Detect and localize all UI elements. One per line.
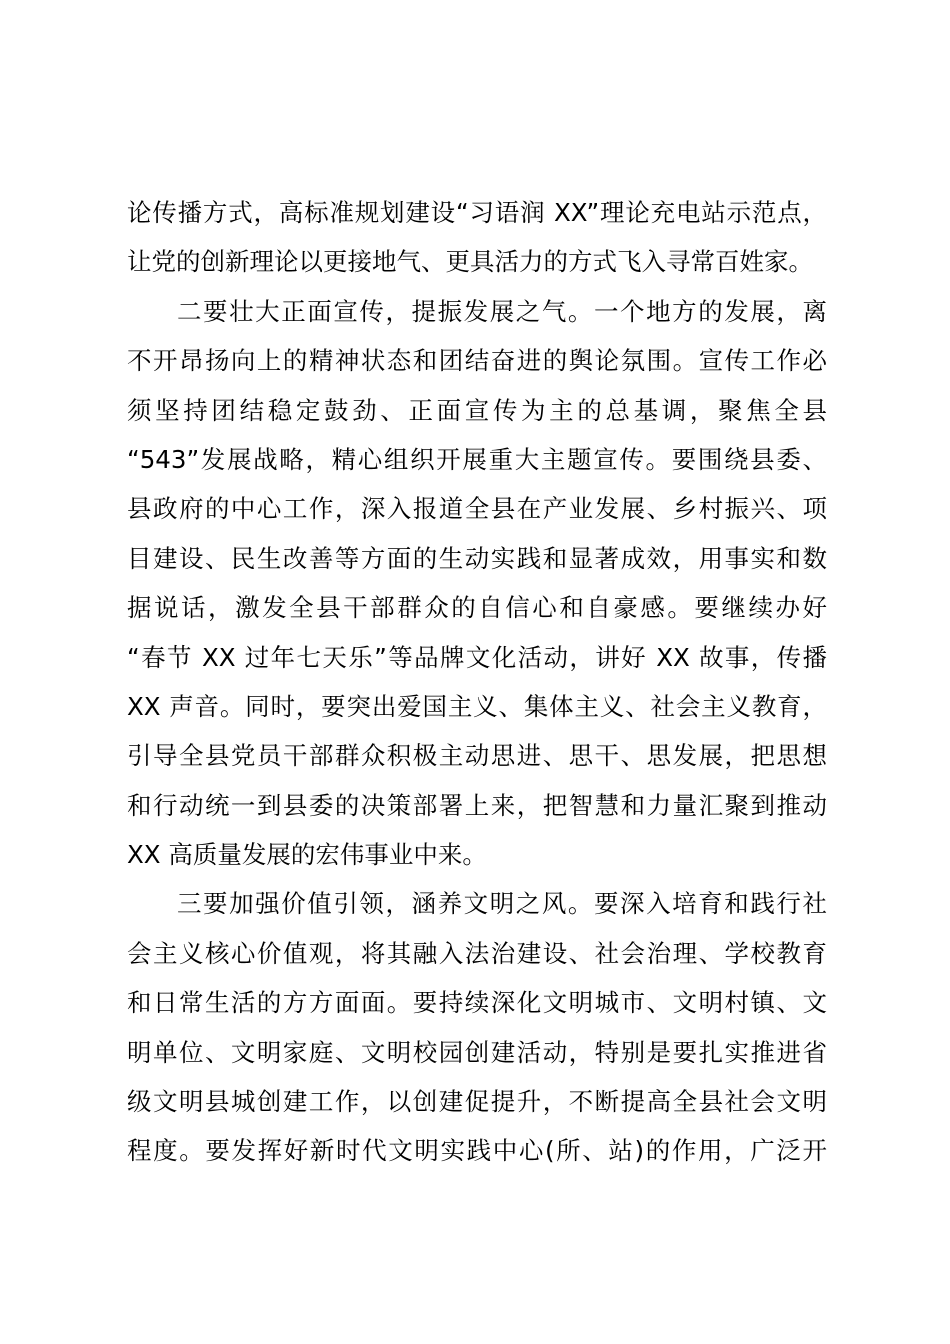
paragraph-3 bbox=[127, 879, 827, 1175]
text-line: 论传播方式，高标准规划建设“习语润 XX”理论充电站示范点， bbox=[127, 198, 827, 227]
text-line: 二要壮大正面宣传，提振发展之气。一个地方的发展，离 bbox=[177, 296, 827, 326]
paragraph-1 bbox=[127, 188, 827, 287]
text-line: 会主义核心价值观，将其融入法治建设、社会治理、学校教育 bbox=[127, 938, 827, 968]
text-line: 引导全县党员干部群众积极主动思进、思干、思发展，把思想 bbox=[127, 741, 827, 771]
text-line: 和行动统一到县委的决策部署上来，把智慧和力量汇聚到推动 bbox=[127, 790, 827, 820]
document-body bbox=[127, 188, 827, 1176]
text-line: 程度。要发挥好新时代文明实践中心(所、站)的作用，广泛开 bbox=[127, 1136, 827, 1166]
text-line: “543”发展战略，精心组织开展重大主题宣传。要围绕县委、 bbox=[127, 444, 827, 474]
text-line: 目建设、民生改善等方面的生动实践和显著成效，用事实和数 bbox=[127, 543, 827, 573]
text-line: “春节 XX 过年七天乐”等品牌文化活动，讲好 XX 故事，传播 bbox=[127, 642, 827, 672]
text-line: 县政府的中心工作，深入报道全县在产业发展、乡村振兴、项 bbox=[127, 494, 827, 524]
text-line: 和日常生活的方方面面。要持续深化文明城市、文明村镇、文 bbox=[127, 988, 827, 1018]
text-line: 级文明县城创建工作，以创建促提升，不断提高全县社会文明 bbox=[127, 1087, 827, 1117]
text-line: 据说话，激发全县干部群众的自信心和自豪感。要继续办好 bbox=[127, 593, 827, 623]
text-line: 须坚持团结稳定鼓劲、正面宣传为主的总基调，聚焦全县 bbox=[127, 395, 827, 425]
text-line: 三要加强价值引领，涵养文明之风。要深入培育和践行社 bbox=[177, 889, 827, 919]
text-line: XX 声音。同时，要突出爱国主义、集体主义、社会主义教育， bbox=[127, 691, 827, 721]
text-line: 明单位、文明家庭、文明校园创建活动，特别是要扎实推进省 bbox=[127, 1037, 827, 1067]
text-line: XX 高质量发展的宏伟事业中来。 bbox=[127, 840, 487, 870]
paragraph-2 bbox=[127, 287, 827, 880]
text-line: 让党的创新理论以更接地气、更具活力的方式飞入寻常百姓家。 bbox=[127, 247, 813, 277]
text-line: 不开昂扬向上的精神状态和团结奋进的舆论氛围。宣传工作必 bbox=[127, 346, 827, 376]
